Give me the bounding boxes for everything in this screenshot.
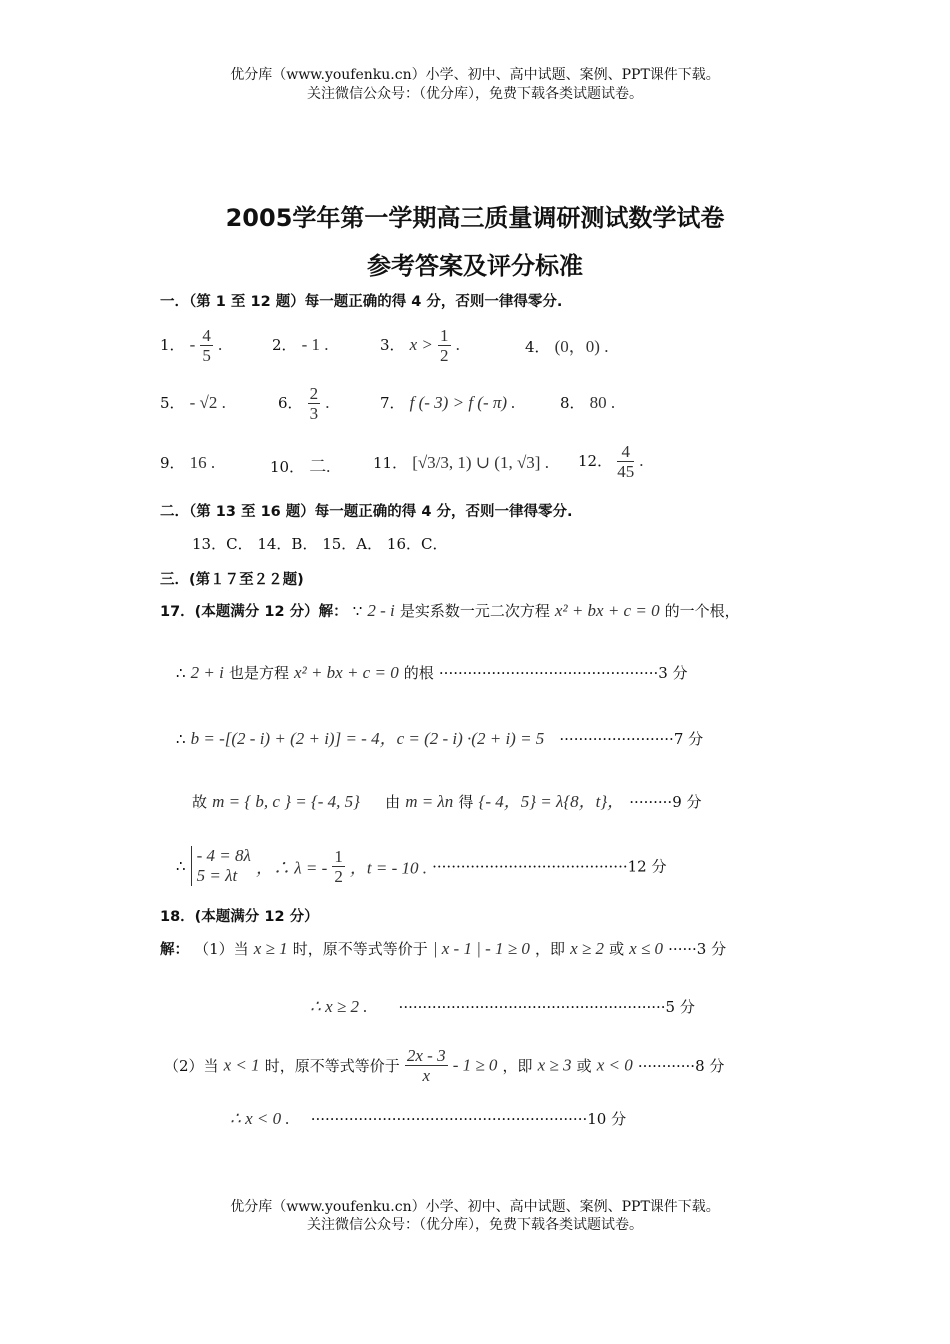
q17-line2: ∴ 2 + i 也是方程 x² + bx + c = 0 的根 ··············································3 分 xyxy=(176,663,688,682)
answer-4: 4． (0，0) . xyxy=(525,337,609,356)
header-line-1: 优分库（www.youfenku.cn）小学、初中、高中试题、案例、PPT课件下载。 xyxy=(230,67,720,83)
equation-system: - 4 = 8λ 5 = λt xyxy=(191,846,251,886)
answer-9: 9． 16 . xyxy=(160,453,216,472)
answer-7: 7． f (- 3) > f (- π) . xyxy=(380,393,516,412)
answer-5: 5． - √2 . xyxy=(160,393,226,412)
section2-heading: 二．（第 13 至 16 题）每一题正确的得 4 分，否则一律得零分. xyxy=(160,504,573,520)
answer-10: 10． 二. xyxy=(270,457,331,476)
section3-heading: 三．(第１７至２２题) xyxy=(160,572,304,588)
footer-line-1: 优分库（www.youfenku.cn）小学、初中、高中试题、案例、PPT课件下载。 xyxy=(230,1199,720,1215)
answer-2: 2． - 1 . xyxy=(272,335,329,354)
q17-line5: ∴ - 4 = 8λ 5 = λt ，∴ λ = - $\frac{1}{2}$ ，t = - 10 . ·········································12 分 xyxy=(176,846,667,886)
q18-part1-conclusion: ∴ x ≥ 2 . ························································5 分 xyxy=(310,997,695,1016)
answer-11: 11． [√3/3, 1) ∪ (1, √3] . xyxy=(373,453,549,472)
q18-part1: 解： （1）当 x ≥ 1 时，原不等式等价于 | x - 1 | - 1 ≥ 0 ，即 x ≥ 2 或 x ≤ 0 ······3 分 xyxy=(160,939,727,958)
q17-line3: ∴ b = -[(2 - i) + (2 + i)] = - 4，c = (2 - i) ·(2 + i) = 5 ························7 分 xyxy=(176,729,704,748)
page-subtitle: 参考答案及评分标准 xyxy=(367,252,583,280)
answer-6: 6． $\frac{2}{3}$ . xyxy=(278,384,330,423)
footer-line-2: 关注微信公众号：（优分库），免费下载各类试题试卷。 xyxy=(307,1217,643,1233)
answer-8: 8． 80 . xyxy=(560,393,616,412)
page-title: 2005学年第一学期高三质量调研测试数学试卷 xyxy=(225,204,725,232)
answer-12: 12． $\frac{4}{45}$ . xyxy=(578,442,644,481)
q18-heading: 18．(本题满分 12 分） xyxy=(160,909,319,925)
header-line-2: 关注微信公众号：（优分库），免费下载各类试题试卷。 xyxy=(307,86,643,102)
q17-line1: 17．(本题满分 12 分）解： ∵ 2 - i 是实系数一元二次方程 x² + bx + c = 0 的一个根， xyxy=(160,601,740,620)
answer-3: 3． x > $\frac{1}{2}$ . xyxy=(380,326,460,365)
q18-part2-conclusion: ∴ x < 0 . ··························································10 分 xyxy=(230,1109,627,1128)
q18-part2: （2）当 x < 1 时，原不等式等价于 $\frac{2x - 3}{x}$ - 1 ≥ 0 ，即 x ≥ 3 或 x < 0 ············8 分 xyxy=(164,1046,725,1085)
q17-line4: 故 m = { b, c } = {- 4, 5} 由 m = λn 得 {- 4，5} = λ{8，t}， ·········9 分 xyxy=(192,792,702,811)
section2-answers: 13．C． 14．B． 15．A． 16．C． xyxy=(192,535,448,553)
section1-heading: 一．（第 1 至 12 题）每一题正确的得 4 分，否则一律得零分. xyxy=(160,294,563,310)
answer-1: 1． - $\frac{4}{5}$ . xyxy=(160,326,223,365)
